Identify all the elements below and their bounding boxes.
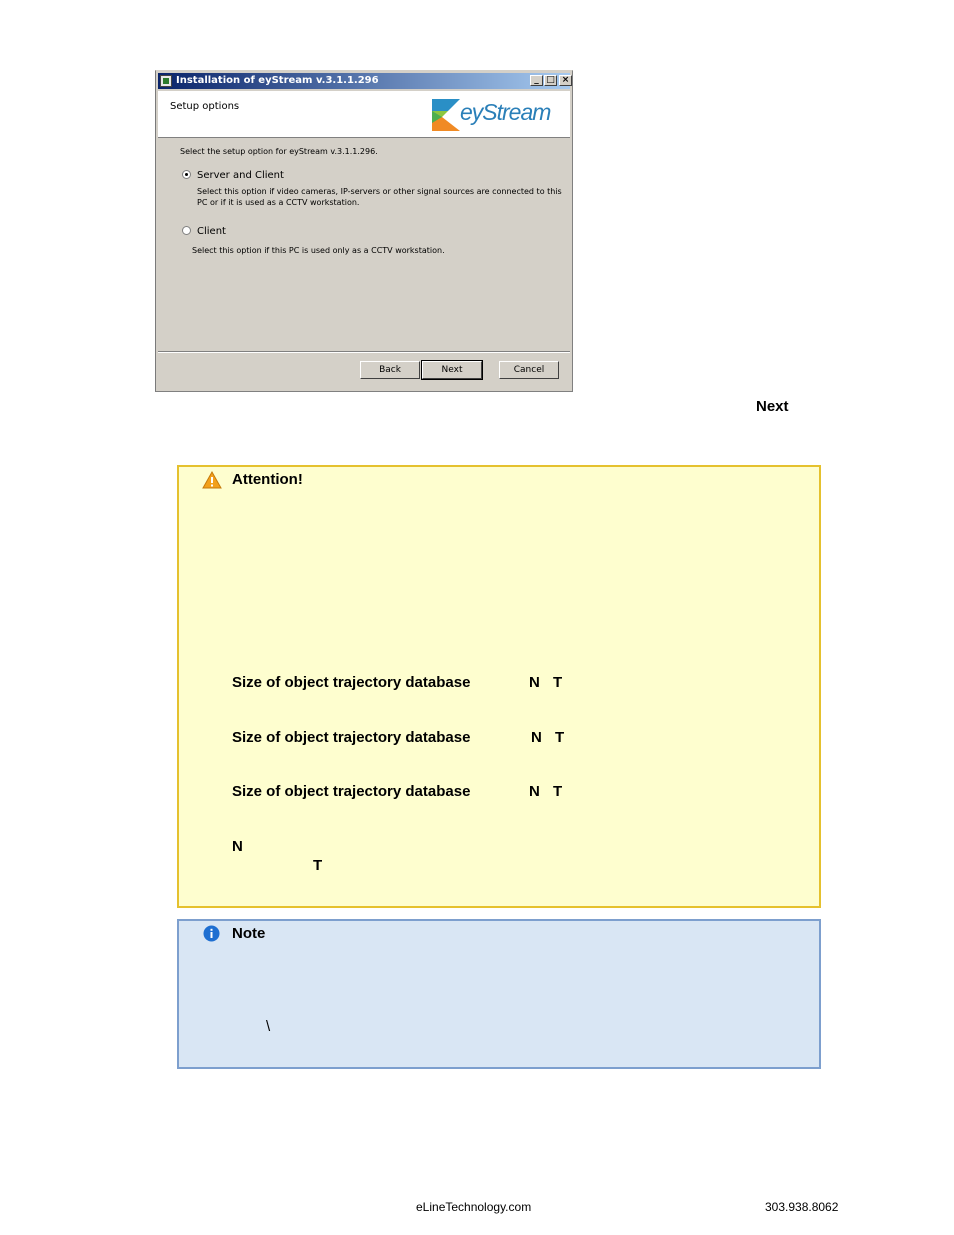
option-server-and-client[interactable] — [182, 170, 284, 181]
trajectory-db-n-3: N — [529, 783, 540, 800]
installer-window-title: Installation of eyStream v.3.1.1.296 — [176, 75, 379, 86]
radio-server-and-client[interactable] — [182, 170, 191, 179]
next-reference-text: Next — [756, 398, 789, 415]
trajectory-db-label-2: Size of object trajectory database — [232, 729, 471, 746]
attention-box — [177, 465, 821, 908]
option-client-desc: Select this option if this PC is used only as a CCTV workstation. — [192, 246, 445, 255]
maximize-button[interactable]: □ — [544, 75, 557, 86]
installer-body — [158, 139, 570, 351]
trajectory-db-label-3: Size of object trajectory database — [232, 783, 471, 800]
setup-options-heading: Setup options — [170, 101, 240, 112]
eystream-logo-text: eyStream — [460, 99, 551, 125]
installer-app-icon — [160, 75, 172, 87]
trajectory-db-t-3: T — [553, 783, 563, 800]
note-box — [177, 919, 821, 1069]
option-server-and-client-desc-2: PC or if it is used as a CCTV workstation. — [197, 198, 360, 207]
trajectory-db-t-1: T — [553, 674, 563, 691]
trajectory-db-t-2: T — [555, 729, 565, 746]
installer-title-bar — [158, 73, 570, 89]
installer-header — [158, 91, 570, 138]
next-button[interactable]: Next — [422, 361, 482, 379]
note-backslash: \ — [266, 1018, 271, 1035]
minimize-button[interactable]: _ — [530, 75, 543, 86]
setup-intro-text: Select the setup option for eyStream v.3.1.1.296. — [180, 147, 378, 156]
trajectory-db-label-1: Size of object trajectory database — [232, 674, 471, 691]
attention-n-text: N — [232, 838, 243, 855]
footer-website: eLineTechnology.com — [416, 1200, 532, 1214]
option-client[interactable] — [182, 226, 226, 237]
eystream-logo — [430, 95, 570, 135]
attention-t-text: T — [313, 857, 323, 874]
option-server-and-client-label: Server and Client — [197, 170, 284, 181]
option-server-and-client-desc-1: Select this option if video cameras, IP-servers or other signal sources are connected to this — [197, 187, 562, 196]
option-client-label: Client — [197, 226, 226, 237]
attention-title: Attention! — [232, 471, 303, 488]
radio-client[interactable] — [182, 226, 191, 235]
installer-footer-divider — [158, 351, 570, 353]
back-button[interactable]: Back — [360, 361, 420, 379]
trajectory-db-n-1: N — [529, 674, 540, 691]
cancel-button[interactable]: Cancel — [499, 361, 559, 379]
info-icon — [203, 925, 220, 942]
note-title: Note — [232, 925, 266, 942]
eystream-logo-icon — [430, 97, 464, 133]
close-button[interactable]: × — [559, 75, 572, 86]
footer-phone: 303.938.8062 — [765, 1200, 839, 1214]
warning-icon — [202, 471, 222, 489]
installer-window — [155, 70, 573, 392]
trajectory-db-n-2: N — [531, 729, 542, 746]
